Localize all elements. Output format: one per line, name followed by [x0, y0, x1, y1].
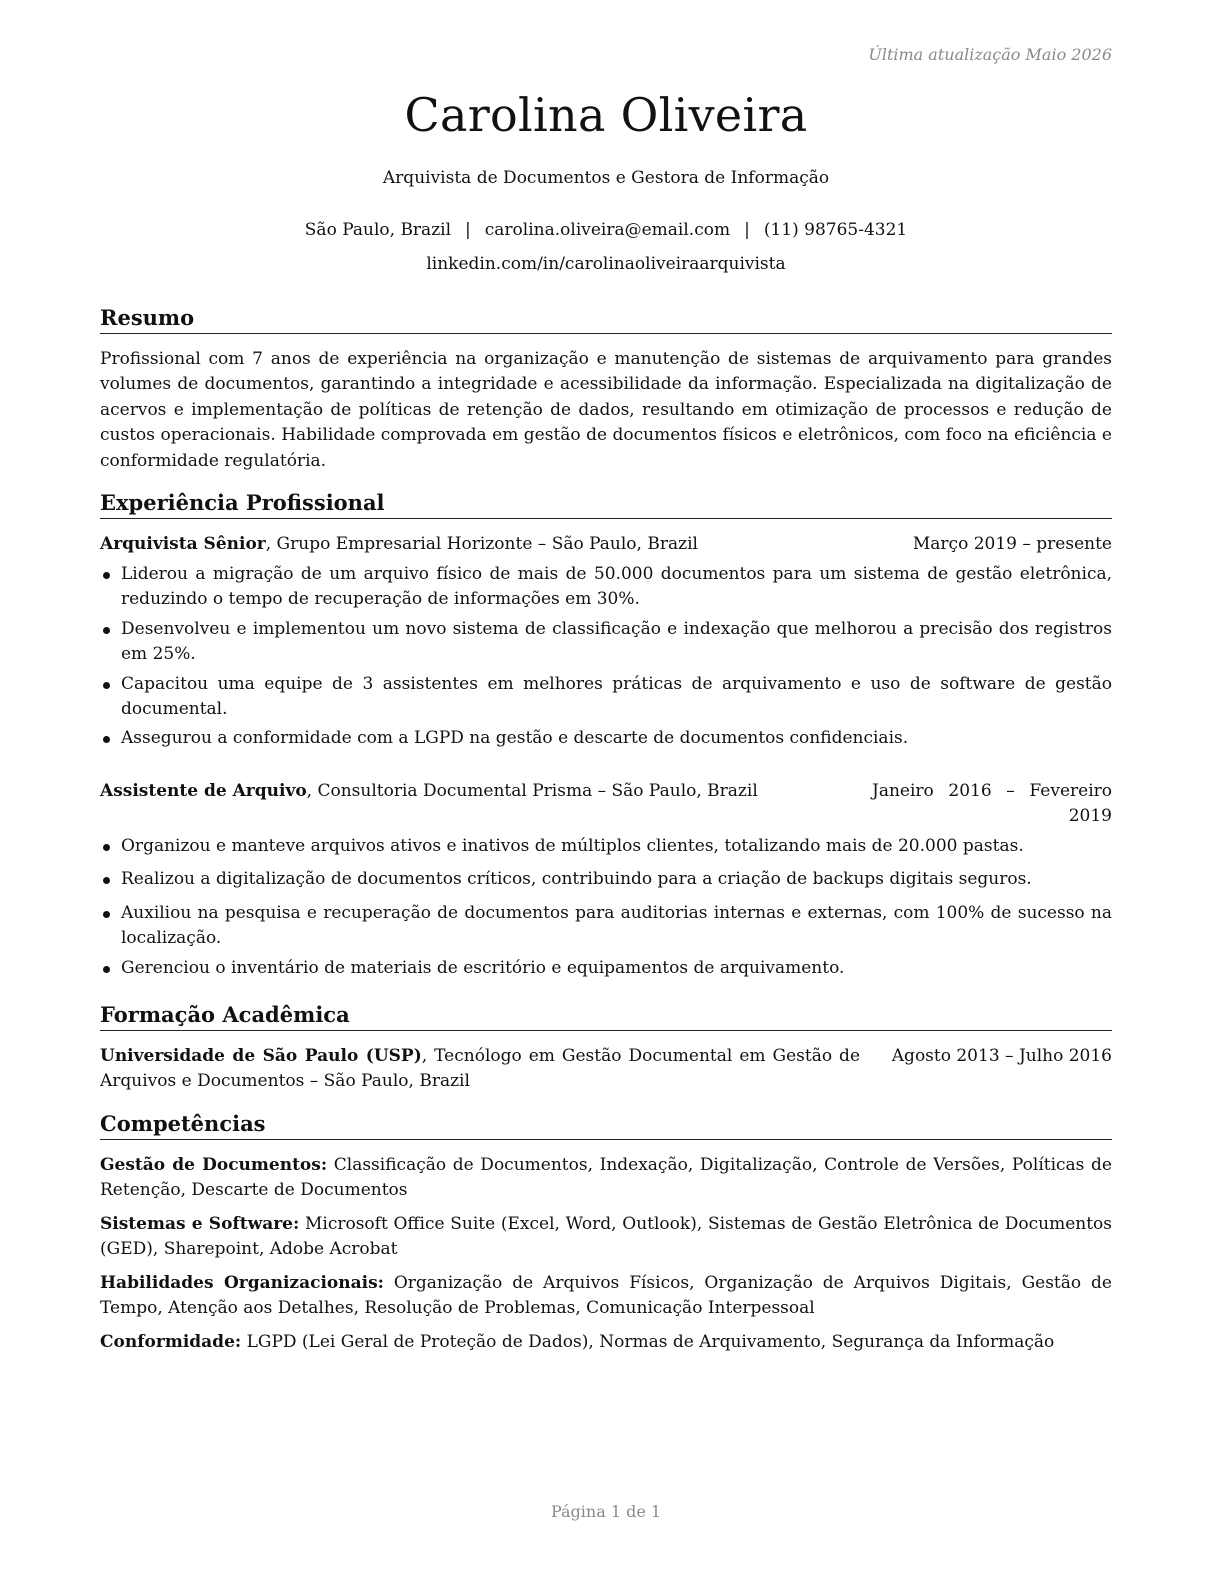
job-role-company: [100, 779, 758, 804]
skill-label: Conformidade:: [100, 1332, 242, 1352]
skill-row: [100, 1271, 1112, 1322]
list-item: Desenvolveu e implementou um novo sistema de classificação e indexação que melhorou a precisão dos registros em 25%.: [100, 617, 1112, 668]
education-dates: Agosto 2013 – Julho 2016: [891, 1046, 1112, 1066]
phone: (11) 98765-4321: [763, 220, 908, 240]
skill-value: Classificação de Documentos, Indexação, Digitalização, Controle de Versões, Políticas de Retenção, Descarte de Documentos: [100, 1155, 1112, 1201]
education-details: , Tecnólogo em Gestão Documental em Gestão de Arquivos e Documentos – São Paulo, Brazil: [100, 1046, 861, 1092]
list-item: Capacitou uma equipe de 3 assistentes em melhores práticas de arquivamento e uso de software de gestão documental.: [100, 672, 1112, 723]
summary-text: Profissional com 7 anos de experiência na organização e manutenção de sistemas de arquivamento para grandes volumes de documentos, garantindo a integridade e acessibilidade da informação. Especializada na digitalização de acervos e implementação de políticas de retenção de dados, resultando em otimização de processos e redução de custos operacionais. Habilidade comprovada em gestão de documentos físicos e eletrônicos, com foco na eficiência e conformidade regulatória.: [100, 349, 1112, 471]
resume-page: [100, 0, 1112, 1584]
list-item: Liderou a migração de um arquivo físico de mais de 50.000 documentos para um sistema de gestão eletrônica, reduzindo o tempo de recuperação de informações em 30%.: [100, 562, 1112, 613]
skill-row: [100, 1330, 1112, 1355]
education-entry: [100, 1044, 860, 1095]
list-item: Assegurou a conformidade com a LGPD na gestão e descarte de documentos confidenciais.: [100, 726, 1112, 751]
skill-label: Sistemas e Software:: [100, 1214, 300, 1234]
job-role: Arquivista Sênior: [100, 534, 266, 554]
last-updated: Última atualização Maio 2026: [868, 45, 1112, 64]
list-item: Realizou a digitalização de documentos críticos, contribuindo para a criação de backups digitais seguros.: [100, 867, 1112, 892]
job-company: , Consultoria Documental Prisma – São Paulo, Brazil: [306, 781, 758, 801]
job-role: Assistente de Arquivo: [100, 781, 307, 801]
location: São Paulo, Brazil: [304, 220, 452, 240]
bullet-icon: [103, 877, 110, 884]
separator: |: [465, 220, 471, 240]
skill-value: Microsoft Office Suite (Excel, Word, Outlook), Sistemas de Gestão Eletrônica de Documentos (GED), Sharepoint, Adobe Acrobat: [100, 1214, 1112, 1260]
bullet-icon: [103, 911, 110, 918]
page-number: Página 1 de 1: [550, 1502, 662, 1521]
contact-line: [100, 220, 1112, 240]
linkedin-link[interactable]: linkedin.com/in/carolinaoliveiraarquivista: [426, 254, 786, 274]
skill-value: LGPD (Lei Geral de Proteção de Dados), Normas de Arquivamento, Segurança da Informação: [241, 1332, 1055, 1352]
job-company: , Grupo Empresarial Horizonte – São Paulo, Brazil: [265, 534, 698, 554]
separator: |: [744, 220, 750, 240]
education-institution: Universidade de São Paulo (USP): [100, 1046, 422, 1066]
list-item: Gerenciou o inventário de materiais de escritório e equipamentos de arquivamento.: [100, 956, 1112, 981]
bullet-icon: [103, 572, 110, 579]
job-role-company: [100, 532, 698, 557]
job-bullets: [100, 834, 1112, 981]
skill-row: [100, 1153, 1112, 1204]
job-dates: Janeiro 2016 – Fevereiro 2019: [872, 781, 1112, 827]
bullet-icon: [103, 966, 110, 973]
job-dates: Março 2019 – presente: [912, 534, 1112, 554]
skill-label: Habilidades Organizacionais:: [100, 1273, 384, 1293]
candidate-title: Arquivista de Documentos e Gestora de Informação: [382, 168, 830, 188]
bullet-icon: [103, 844, 110, 851]
skills-heading: Competências: [100, 1110, 1112, 1140]
summary-heading: Resumo: [100, 304, 1112, 334]
experience-heading: Experiência Profissional: [100, 489, 1112, 519]
skill-label: Gestão de Documentos:: [100, 1155, 328, 1175]
skill-value: Organização de Arquivos Físicos, Organização de Arquivos Digitais, Gestão de Tempo, Atenção aos Detalhes, Resolução de Problemas, Comunicação Interpessoal: [100, 1273, 1112, 1319]
list-item: Auxiliou na pesquisa e recuperação de documentos para auditorias internas e externas, com 100% de sucesso na localização.: [100, 901, 1112, 952]
bullet-icon: [103, 627, 110, 634]
list-item: Organizou e manteve arquivos ativos e inativos de múltiplos clientes, totalizando mais de 20.000 pastas.: [100, 834, 1112, 859]
email-link[interactable]: carolina.oliveira@email.com: [484, 220, 731, 240]
job-bullets: [100, 562, 1112, 752]
skill-row: [100, 1212, 1112, 1263]
bullet-icon: [103, 682, 110, 689]
bullet-icon: [103, 736, 110, 743]
candidate-name: Carolina Oliveira: [404, 88, 808, 142]
education-heading: Formação Acadêmica: [100, 1001, 1112, 1031]
